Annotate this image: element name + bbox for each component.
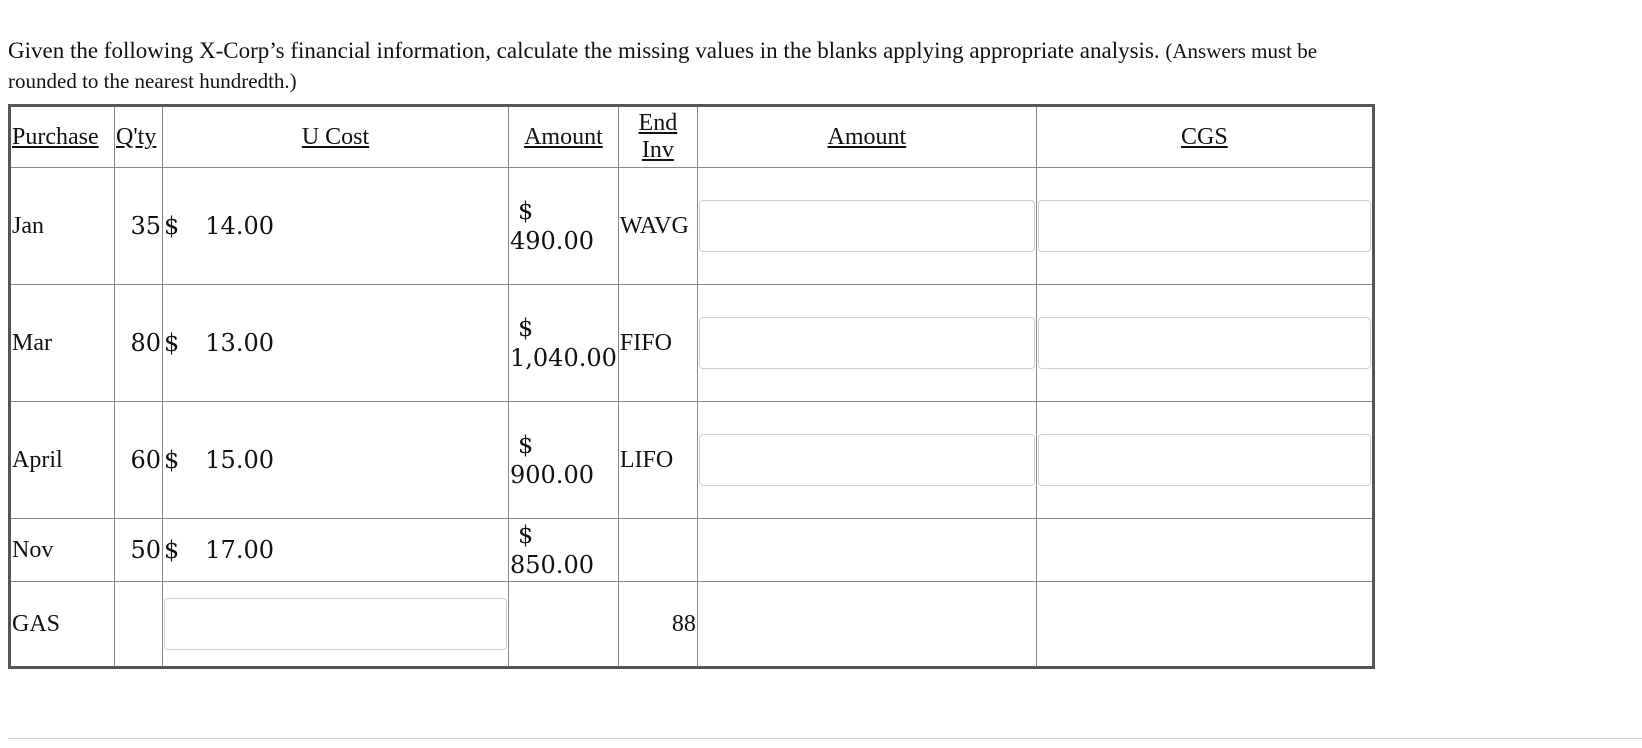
empty-cell — [1036, 582, 1373, 668]
empty-cell — [115, 582, 163, 668]
amount-value: 1,040.00 — [510, 344, 617, 372]
purchase-cell: Mar — [10, 285, 115, 402]
end-inv-method — [618, 519, 697, 582]
page-divider — [8, 738, 1642, 739]
question-text — [8, 36, 1628, 96]
end-inv-method: LIFO — [618, 402, 697, 519]
ucost-dollar-sign: $ — [164, 329, 180, 357]
amount-answer-cell — [697, 168, 1036, 285]
amount-cell — [509, 519, 619, 582]
gas-ucost-input[interactable] — [164, 598, 507, 650]
qty-cell: 80 — [115, 285, 163, 402]
empty-cell — [697, 582, 1036, 668]
header-qty: Q'ty — [115, 106, 163, 168]
purchase-cell: GAS — [10, 582, 115, 668]
amount-cell — [509, 285, 619, 402]
ucost-cell — [163, 519, 509, 582]
amount-cell — [509, 168, 619, 285]
amount-dollar-sign: $ — [518, 521, 534, 549]
purchase-cell: Jan — [10, 168, 115, 285]
lifo-amount-input[interactable] — [699, 434, 1035, 486]
amount-value: 900.00 — [510, 461, 594, 489]
qty-cell: 35 — [115, 168, 163, 285]
amount-value: 490.00 — [510, 227, 594, 255]
header-end-inv-line2: Inv — [641, 137, 674, 163]
header-purchase: Purchase — [10, 106, 115, 168]
header-ucost: U Cost — [163, 106, 509, 168]
fifo-amount-input[interactable] — [699, 317, 1035, 369]
inventory-table — [8, 104, 1375, 669]
fifo-cgs-input[interactable] — [1038, 317, 1371, 369]
header-end-inv-line1: End — [638, 110, 678, 136]
purchase-cell: Nov — [10, 519, 115, 582]
table-header-row — [10, 106, 1374, 168]
ucost-cell — [163, 402, 509, 519]
table-row — [10, 519, 1374, 582]
ucost-dollar-sign: $ — [164, 212, 180, 240]
empty-cell — [697, 519, 1036, 582]
amount-dollar-sign: $ — [518, 197, 534, 225]
table-row — [10, 168, 1374, 285]
wavg-cgs-input[interactable] — [1038, 200, 1371, 252]
purchase-cell: April — [10, 402, 115, 519]
ucost-dollar-sign: $ — [164, 536, 180, 564]
qty-cell: 60 — [115, 402, 163, 519]
amount-answer-cell — [697, 402, 1036, 519]
amount-cell — [509, 402, 619, 519]
header-amount-2: Amount — [697, 106, 1036, 168]
end-inv-method: FIFO — [618, 285, 697, 402]
cgs-answer-cell — [1036, 402, 1373, 519]
ucost-dollar-sign: $ — [164, 446, 180, 474]
ucost-cell — [163, 285, 509, 402]
ucost-value: 14.00 — [205, 212, 274, 240]
cgs-answer-cell — [1036, 285, 1373, 402]
qty-cell: 50 — [115, 519, 163, 582]
amount-dollar-sign: $ — [518, 431, 534, 459]
header-amount: Amount — [509, 106, 619, 168]
table-row — [10, 402, 1374, 519]
ucost-value: 13.00 — [205, 329, 274, 357]
end-inv-units: 88 — [618, 582, 697, 668]
header-cgs: CGS — [1036, 106, 1373, 168]
gas-row — [10, 582, 1374, 668]
lifo-cgs-input[interactable] — [1038, 434, 1371, 486]
cgs-answer-cell — [1036, 168, 1373, 285]
wavg-amount-input[interactable] — [699, 200, 1035, 252]
question-main: Given the following X-Corp’s financial information, calculate the missing values in the blanks applying appropriate analysis. — [8, 38, 1160, 63]
ucost-cell — [163, 168, 509, 285]
end-inv-method: WAVG — [618, 168, 697, 285]
empty-cell — [1036, 519, 1373, 582]
ucost-value: 17.00 — [205, 536, 274, 564]
amount-value: 850.00 — [510, 551, 594, 579]
gas-ucost-answer-cell — [163, 582, 509, 668]
table-row — [10, 285, 1374, 402]
ucost-value: 15.00 — [205, 446, 274, 474]
question-note: (Answers must be — [1165, 39, 1318, 63]
amount-answer-cell — [697, 285, 1036, 402]
header-end-inv — [618, 106, 697, 168]
empty-cell — [509, 582, 619, 668]
amount-dollar-sign: $ — [518, 314, 534, 342]
question-note-cont: rounded to the nearest hundredth.) — [8, 69, 297, 93]
